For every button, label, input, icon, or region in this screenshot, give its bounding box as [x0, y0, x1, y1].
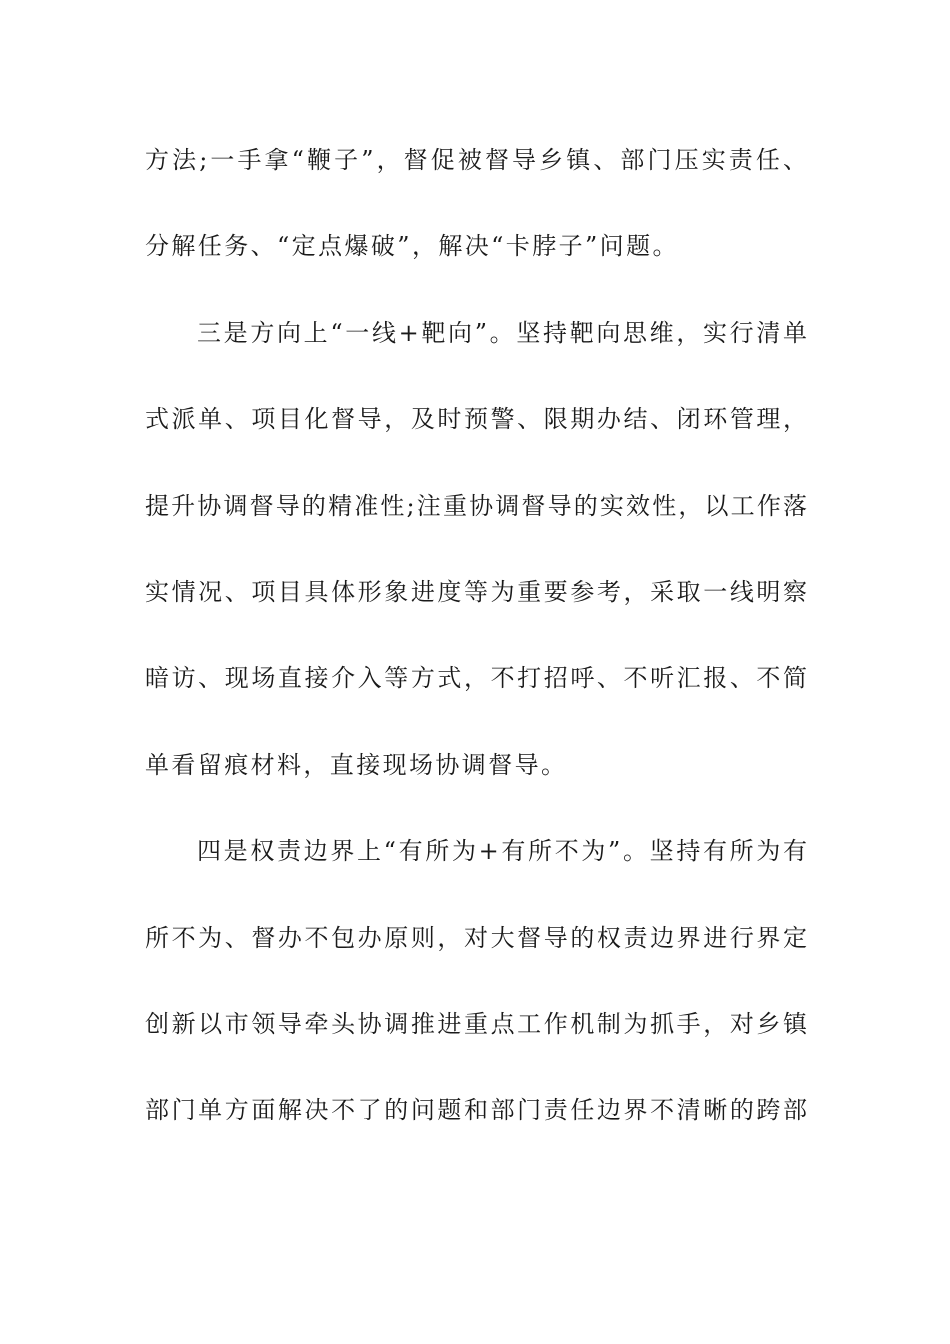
text-line-2: 分解任务、“定点爆破”，解决“卡脖子”问题。 — [145, 232, 679, 261]
text-line-7: 暗访、现场直接介入等方式，不打招呼、不听汇报、不简 — [145, 664, 807, 693]
text-line-4: 式派单、项目化督导，及时预警、限期办结、闭环管理， — [145, 405, 807, 434]
body-text — [145, 130, 807, 1167]
paragraph-3-first-line: 三是方向上“一线+靶向”。坚持靶向思维，实行清单 — [197, 318, 807, 347]
text-line-5: 提升协调督导的精准性;注重协调督导的实效性，以工作落 — [145, 491, 807, 520]
text-line-11: 创新以市领导牵头协调推进重点工作机制为抓手，对乡镇 — [145, 1009, 807, 1038]
text-line-8: 单看留痕材料，直接现场协调督导。 — [145, 750, 568, 779]
text-line-6: 实情况、项目具体形象进度等为重要参考，采取一线明察 — [145, 577, 807, 606]
text-line-10: 所不为、督办不包办原则，对大督导的权责边界进行界定 — [145, 923, 807, 952]
paragraph-4-first-line: 四是权责边界上“有所为+有所不为”。坚持有所为有 — [197, 837, 807, 866]
text-line-12: 部门单方面解决不了的问题和部门责任边界不清晰的跨部 — [145, 1096, 807, 1125]
text-line-1: 方法;一手拿“鞭子”，督促被督导乡镇、部门压实责任、 — [145, 146, 807, 174]
